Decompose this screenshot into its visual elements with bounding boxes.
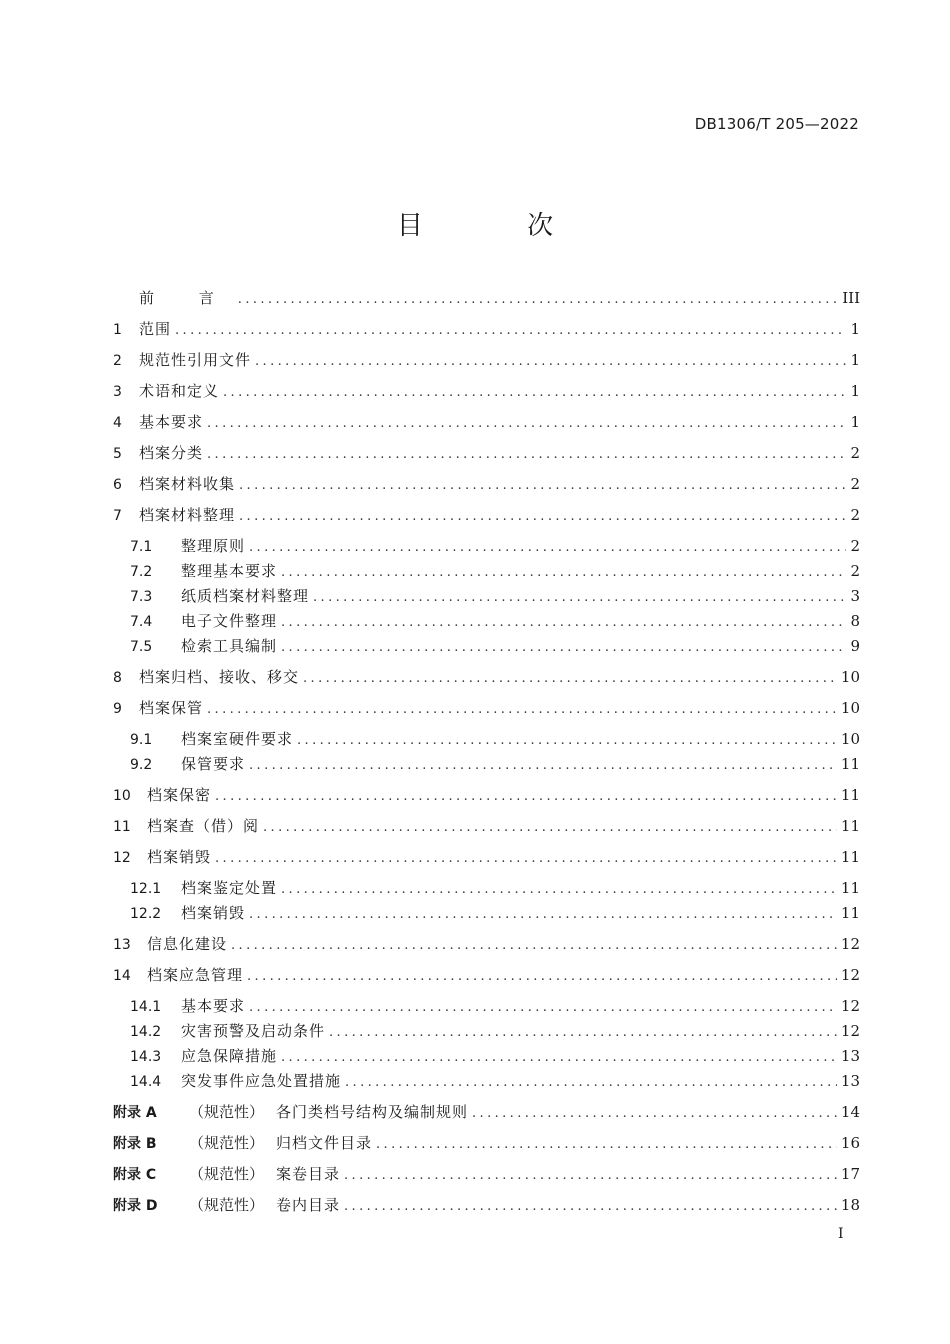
toc-entry[interactable] [113, 1163, 860, 1185]
toc-entry[interactable] [130, 635, 860, 657]
toc-entry-title: 前 言 [139, 289, 234, 307]
toc-entry-page: 2 [850, 506, 860, 524]
dot-leader [376, 1134, 837, 1156]
toc-entry-page: III [842, 289, 860, 307]
toc-entry[interactable] [113, 1194, 860, 1216]
toc-entry-number: 14 [113, 968, 131, 984]
dot-leader [297, 730, 837, 752]
toc-entry[interactable] [130, 1045, 860, 1067]
toc-entry[interactable] [113, 318, 860, 340]
toc-entry-title: 应急保障措施 [181, 1047, 278, 1065]
toc-entry-number: 7.5 [130, 639, 153, 655]
dot-leader [281, 879, 837, 901]
toc-entry-number: 5 [113, 446, 122, 462]
toc-entry-page: 11 [840, 786, 860, 804]
dot-leader [344, 1196, 837, 1218]
toc-entry-page: 13 [840, 1047, 860, 1065]
toc-entry-title: 档案查（借）阅 [147, 817, 260, 835]
toc-entry[interactable] [113, 473, 860, 495]
toc-entry-number: 14.2 [130, 1024, 162, 1040]
toc-entry-page: 12 [840, 966, 860, 984]
toc-entry-title: 规范性引用文件 [139, 351, 252, 369]
toc-entry-qualifier: （规范性） [189, 1103, 265, 1121]
toc-entry-title: 突发事件应急处置措施 [181, 1072, 342, 1090]
dot-leader [238, 289, 838, 311]
toc-entry-number: 7.4 [130, 614, 153, 630]
dot-leader [215, 786, 837, 808]
toc-entry-title: 档案销毁 [147, 848, 212, 866]
toc-entry-page: 1 [850, 320, 860, 338]
toc-entry-qualifier: （规范性） [189, 1134, 265, 1152]
toc-entry-page: 9 [850, 637, 860, 655]
toc-entry-page: 3 [850, 587, 860, 605]
toc-entry[interactable] [130, 995, 860, 1017]
toc-entry-page: 10 [840, 699, 860, 717]
toc-entry-title: 归档文件目录 [276, 1134, 373, 1152]
dot-leader [175, 320, 846, 342]
dot-leader [249, 997, 837, 1019]
toc-entry[interactable] [113, 846, 860, 868]
toc-entry-page: 11 [840, 904, 860, 922]
dot-leader [207, 699, 837, 721]
dot-leader [344, 1165, 837, 1187]
toc-entry-qualifier: （规范性） [189, 1196, 265, 1214]
toc-entry-page: 11 [840, 879, 860, 897]
toc-entry[interactable] [113, 1101, 860, 1123]
toc-entry[interactable] [130, 1020, 860, 1042]
toc-entry-number: 7 [113, 508, 122, 524]
toc-entry-number: 10 [113, 788, 131, 804]
dot-leader [303, 668, 837, 690]
dot-leader [207, 413, 846, 435]
toc-entry[interactable] [130, 585, 860, 607]
toc-entry[interactable] [113, 380, 860, 402]
toc-entry-number: 11 [113, 819, 131, 835]
dot-leader [263, 817, 837, 839]
dot-leader [223, 382, 846, 404]
toc-entry-title: 案卷目录 [276, 1165, 341, 1183]
dot-leader [281, 1047, 837, 1069]
toc-entry-number: 附录 D [113, 1198, 158, 1214]
toc-entry-title: 档案应急管理 [147, 966, 244, 984]
dot-leader [281, 637, 846, 659]
dot-leader [239, 475, 846, 497]
toc-entry-page: 18 [840, 1196, 860, 1214]
toc-entry[interactable] [113, 784, 860, 806]
toc-entry-number: 14.4 [130, 1074, 162, 1090]
dot-leader [249, 537, 846, 559]
toc-entry-page: 8 [850, 612, 860, 630]
toc-entry-number: 7.2 [130, 564, 153, 580]
toc-entry[interactable] [113, 666, 860, 688]
toc-entry-page: 1 [850, 351, 860, 369]
toc-entry-number: 附录 A [113, 1105, 157, 1121]
toc-entry-title: 整理原则 [181, 537, 246, 555]
toc-entry-page: 10 [840, 730, 860, 748]
toc-entry-title: 档案销毁 [181, 904, 246, 922]
document-code: DB1306/T 205—2022 [694, 115, 859, 133]
toc-entry-page: 2 [850, 475, 860, 493]
toc-entry[interactable] [130, 610, 860, 632]
toc-entry-page: 11 [840, 848, 860, 866]
toc-entry-number: 13 [113, 937, 131, 953]
toc-entry-title: 档案保密 [147, 786, 212, 804]
toc-entry-number: 12.1 [130, 881, 162, 897]
toc-entry[interactable] [130, 753, 860, 775]
dot-leader [247, 966, 837, 988]
toc-entry[interactable] [113, 287, 860, 309]
dot-leader [472, 1103, 837, 1125]
toc-entry-number: 3 [113, 384, 122, 400]
page-folio: I [838, 1226, 844, 1242]
toc-entry-page: 1 [850, 413, 860, 431]
toc-entry[interactable] [130, 728, 860, 750]
toc-entry-number: 14.3 [130, 1049, 162, 1065]
toc-title: 目 次 [396, 211, 602, 241]
toc-entry-number: 9.1 [130, 732, 153, 748]
dot-leader [345, 1072, 837, 1094]
toc-entry-page: 13 [840, 1072, 860, 1090]
toc-entry-number: 2 [113, 353, 122, 369]
toc-entry-page: 12 [840, 1022, 860, 1040]
toc-entry-number: 4 [113, 415, 122, 431]
toc-entry-title: 档案材料收集 [139, 475, 236, 493]
toc-entry-number: 14.1 [130, 999, 162, 1015]
toc-entry[interactable] [113, 411, 860, 433]
toc-entry-page: 10 [840, 668, 860, 686]
toc-entry[interactable] [113, 964, 860, 986]
toc-entry-page: 1 [850, 382, 860, 400]
toc-entry-title: 整理基本要求 [181, 562, 278, 580]
toc-entry[interactable] [113, 504, 860, 526]
toc-entry-number: 6 [113, 477, 122, 493]
dot-leader [215, 848, 837, 870]
toc-entry-title: 档案保管 [139, 699, 204, 717]
dot-leader [207, 444, 846, 466]
toc-entry-title: 档案材料整理 [139, 506, 236, 524]
toc-entry[interactable] [113, 349, 860, 371]
dot-leader [249, 904, 837, 926]
toc-entry-page: 12 [840, 997, 860, 1015]
toc-entry-number: 9 [113, 701, 122, 717]
toc-entry-title: 档案室硬件要求 [181, 730, 294, 748]
dot-leader [255, 351, 846, 373]
dot-leader [281, 562, 846, 584]
dot-leader [281, 612, 846, 634]
toc-entry-page: 2 [850, 444, 860, 462]
toc-entry-number: 12 [113, 850, 131, 866]
toc-entry-title: 灾害预警及启动条件 [181, 1022, 326, 1040]
toc-entry[interactable] [130, 902, 860, 924]
toc-entry-page: 2 [850, 562, 860, 580]
toc-entry-title: 档案鉴定处置 [181, 879, 278, 897]
toc-entry-title: 档案分类 [139, 444, 204, 462]
toc-entry-number: 7.3 [130, 589, 153, 605]
toc-entry-page: 14 [840, 1103, 860, 1121]
dot-leader [329, 1022, 837, 1044]
toc-entry-number: 附录 B [113, 1136, 157, 1152]
toc-entry-title: 检索工具编制 [181, 637, 278, 655]
toc-entry-title: 基本要求 [181, 997, 246, 1015]
toc-entry-number: 7.1 [130, 539, 153, 555]
toc-entry[interactable] [130, 1070, 860, 1092]
toc-entry-page: 2 [850, 537, 860, 555]
toc-entry-number: 9.2 [130, 757, 153, 773]
toc-entry-title: 信息化建设 [147, 935, 228, 953]
toc-entry-number: 1 [113, 322, 122, 338]
toc-entry-number: 8 [113, 670, 122, 686]
toc-entry-title: 范围 [139, 320, 172, 338]
toc-entry[interactable] [113, 442, 860, 464]
toc-entry-title: 各门类档号结构及编制规则 [276, 1103, 469, 1121]
toc-entry-title: 保管要求 [181, 755, 246, 773]
toc-entry-title: 卷内目录 [276, 1196, 341, 1214]
toc-entry[interactable] [130, 535, 860, 557]
toc-entry-qualifier: （规范性） [189, 1165, 265, 1183]
toc-entry-title: 术语和定义 [139, 382, 220, 400]
toc-entry-title: 电子文件整理 [181, 612, 278, 630]
toc-entry-number: 12.2 [130, 906, 162, 922]
toc-entry[interactable] [113, 933, 860, 955]
dot-leader [313, 587, 846, 609]
toc-entry[interactable] [113, 1132, 860, 1154]
toc-entry-title: 档案归档、接收、移交 [139, 668, 300, 686]
dot-leader [231, 935, 837, 957]
toc-entry-number: 附录 C [113, 1167, 157, 1183]
toc-entry-page: 11 [840, 817, 860, 835]
toc-entry[interactable] [130, 877, 860, 899]
dot-leader [249, 755, 837, 777]
toc-entry-page: 17 [840, 1165, 860, 1183]
toc-entry[interactable] [130, 560, 860, 582]
toc-entry-title: 基本要求 [139, 413, 204, 431]
toc-entry[interactable] [113, 697, 860, 719]
toc-entry-page: 16 [840, 1134, 860, 1152]
toc-entry-page: 11 [840, 755, 860, 773]
toc-entry-title: 纸质档案材料整理 [181, 587, 310, 605]
toc-entry[interactable] [113, 815, 860, 837]
dot-leader [239, 506, 846, 528]
toc-entry-page: 12 [840, 935, 860, 953]
